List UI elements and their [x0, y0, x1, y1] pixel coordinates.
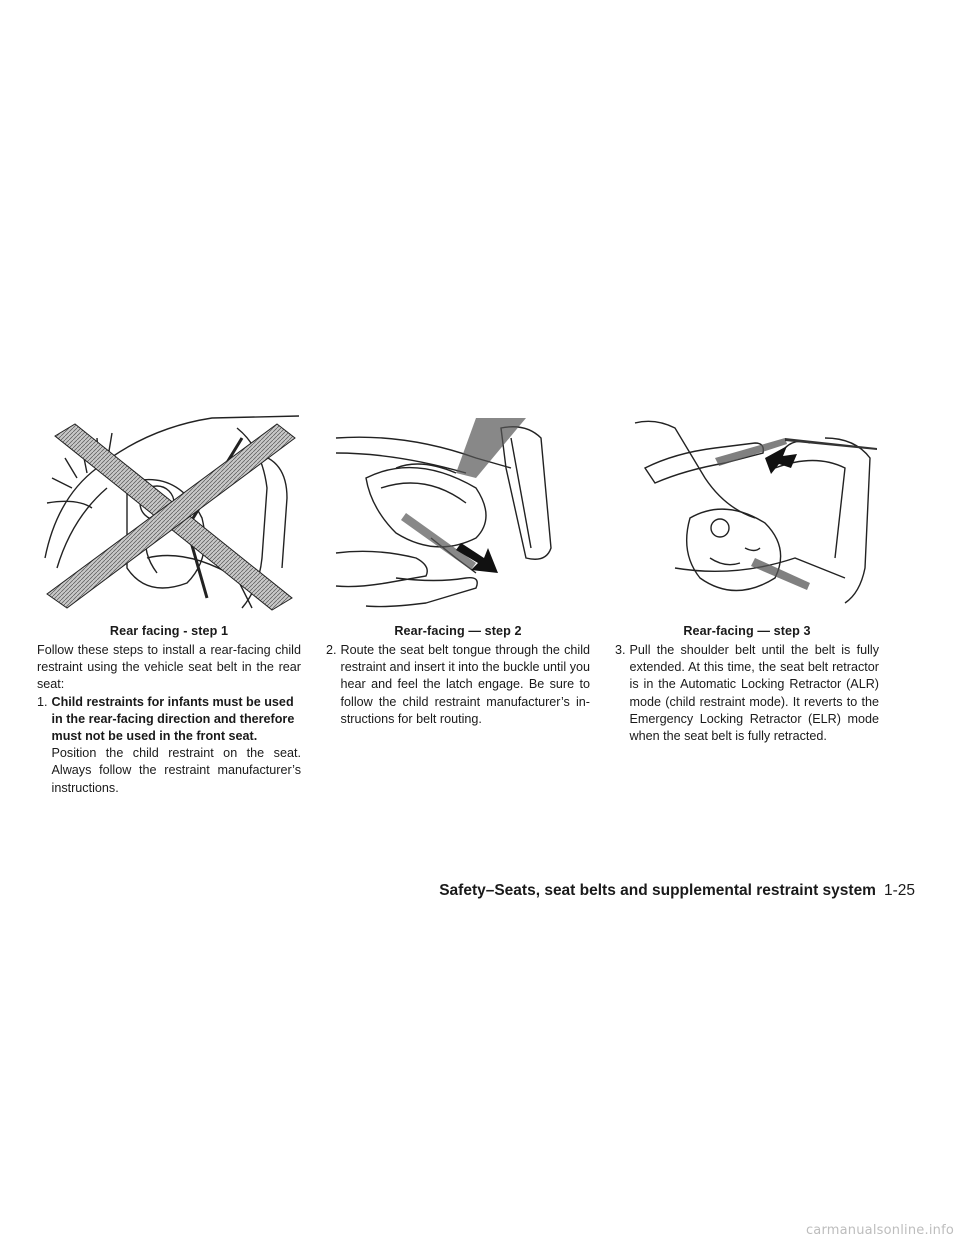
- page-number: 1-25: [883, 882, 915, 899]
- buckle-insertion-illustration: [326, 408, 590, 618]
- page-footer: [439, 882, 915, 900]
- figure-caption: Rear facing - step 1: [109, 624, 229, 638]
- shoulder-belt-pull-illustration: [615, 408, 879, 618]
- step-number: 1.: [37, 694, 48, 709]
- figure-caption: Rear-facing — step 2: [394, 624, 522, 638]
- watermark: carmanualsonline.info: [805, 1223, 954, 1238]
- step-text: Position the child restraint on the seat. Always follow the restraint manufacturer’s instructions.: [51, 746, 301, 795]
- step-warning: Child restraints for infants must be used in the rear-facing direction and therefore must not be used in the front seat.: [51, 694, 295, 744]
- step-text: Pull the shoulder belt until the belt is fully extended. At this time, the seat belt retractor is in the Automatic Locking Retractor (ALR) mode (child restraint mode). It reverts to the Emergency Locking Retractor (ELR) mode when the seat belt is fully retracted.: [629, 643, 879, 744]
- step-number: 2.: [326, 643, 337, 657]
- step-1: [37, 694, 301, 797]
- column-3: [615, 408, 879, 745]
- step-3: [615, 642, 879, 745]
- column-1: [37, 408, 301, 797]
- section-title: Safety–Seats, seat belts and supplemental restraint system: [439, 882, 876, 899]
- intro-paragraph: Follow these steps to install a rear-facing child restraint using the vehicle seat belt in the rear seat:: [37, 643, 301, 692]
- figure-caption: Rear-facing — step 3: [683, 624, 811, 638]
- step-text: Route the seat belt tongue through the child restraint and insert it into the buckle until you hear and feel the latch engage. Be sure to follow the child restraint manufacturer’s instructions for belt routing.: [340, 643, 590, 726]
- column-2: [326, 408, 590, 728]
- step-2: [326, 642, 590, 728]
- crossed-out-rear-facing-seat-illustration: [37, 408, 301, 618]
- step-number: 3.: [615, 643, 626, 657]
